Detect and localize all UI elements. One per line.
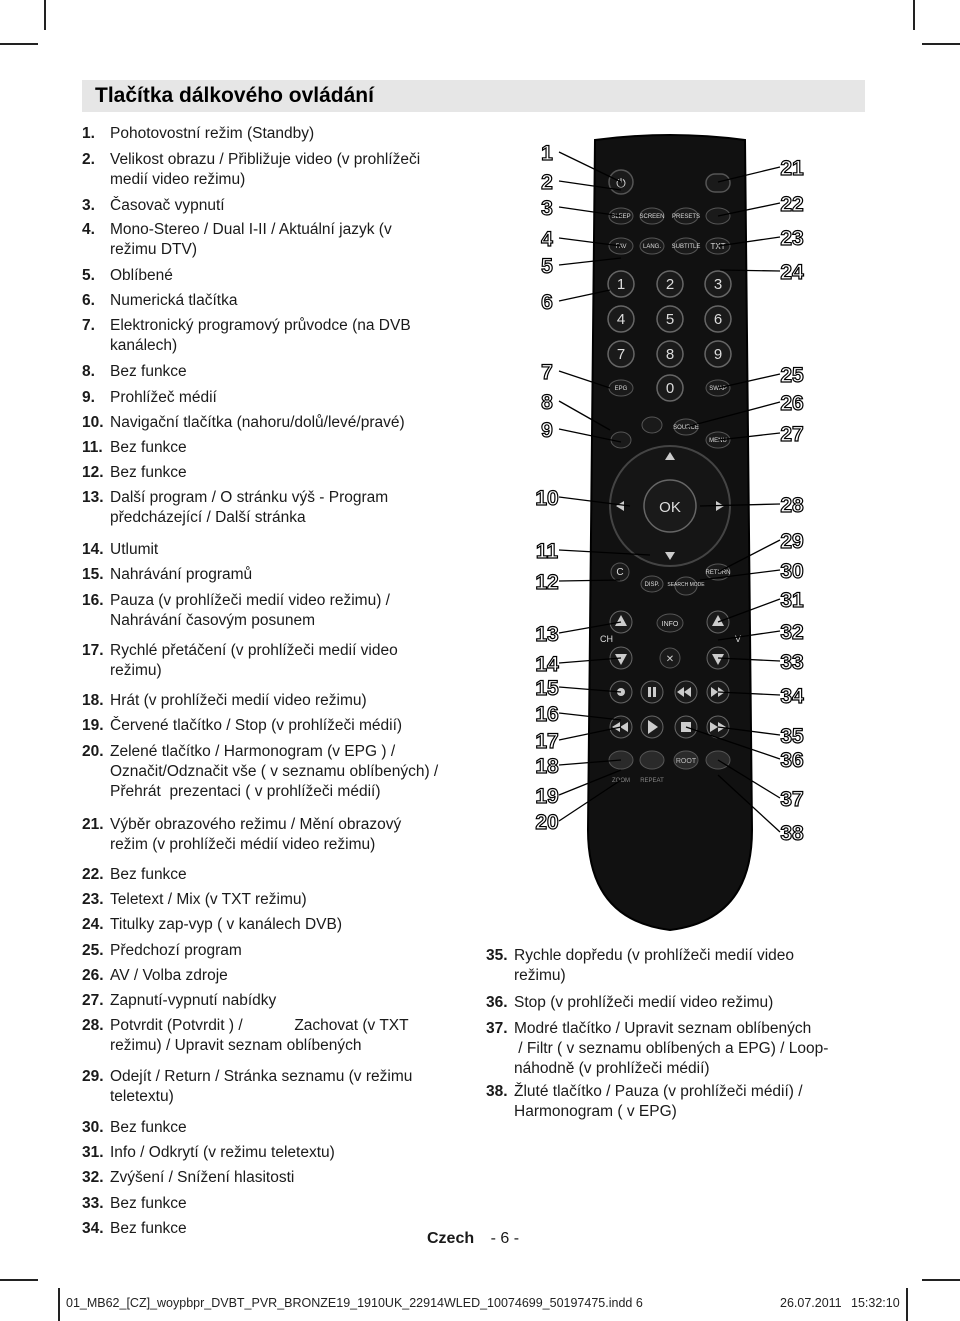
item-text: Pauza (v prohlížeči medií video režimu) / Nahrávání časovým posunem [110,592,390,629]
item-number: 32. [82,1169,104,1186]
item-number: 24. [82,916,104,933]
item-number: 38. [486,1083,508,1100]
callout-number: 16 [535,703,559,726]
callout-number: 5 [541,255,553,278]
item-number: 27. [82,992,104,1009]
item-text: AV / Volba zdroje [110,967,228,984]
item-text: Utlumit [110,541,159,558]
item-text: Navigační tlačítka (nahoru/dolů/levé/pravé) [110,414,405,431]
item-number: 21. [82,816,104,833]
slug-date: 26.07.2011 [780,1296,842,1310]
item-text: Elektronický programový průvodce (na DVB kanálech) [110,317,411,354]
callout-number: 2 [541,171,553,194]
digit-label: 7 [616,346,626,363]
item-text: Výběr obrazového režimu / Mění obrazový režim (v prohlížeči médií video režimu) [110,816,402,853]
digit-label: 4 [616,311,626,328]
item-number: 18. [82,692,104,709]
remote-label-presets[interactable]: PRESETS [671,214,701,220]
item-number: 19. [82,717,104,734]
item-text: Nahrávání programů [110,566,253,583]
callout-number: 35 [780,725,804,748]
remote-label-root[interactable]: ROOT [675,758,697,765]
item-number: 8. [82,363,95,380]
callout-number: 8 [541,391,553,414]
item-number: 25. [82,942,104,959]
page-footer [427,1230,519,1248]
item-number: 12. [82,464,104,481]
callout-number: 15 [535,677,559,700]
remote-label-epg[interactable]: EPG [614,386,628,392]
callout-number: 21 [780,157,804,180]
page-title: Tlačítka dálkového ovládání [95,84,374,107]
digit-label: 1 [616,276,626,293]
item-text: Velikost obrazu / Přibližuje video (v prohlížeči medií video režimu) [110,151,421,188]
item-text: Numerická tlačítka [110,292,238,309]
item-text: Zapnutí-vypnutí nabídky [110,992,277,1009]
item-number: 28. [82,1017,104,1034]
item-number: 36. [486,994,508,1011]
callout-number: 36 [780,749,804,772]
remote-label-screen[interactable]: SCREEN [639,214,665,220]
footer-page-number: - 6 - [490,1230,520,1247]
remote-label-txt[interactable]: TXT [710,242,726,251]
callout-number: 37 [780,788,804,811]
item-number: 33. [82,1195,104,1212]
item-text: Potvrdit (Potvrdit ) / Zachovat (v TXT režimu) / Upravit seznam oblíbených [110,1017,409,1054]
item-number: 34. [82,1220,104,1237]
item-number: 2. [82,151,95,168]
item-number: 29. [82,1068,104,1085]
remote-label-info[interactable]: INFO [661,621,679,628]
digit-label: 5 [665,311,675,328]
item-text: Časovač vypnutí [110,197,225,214]
slug-divider [906,1288,908,1321]
item-number: 7. [82,317,95,334]
crop-mark [922,43,960,45]
item-number: 31. [82,1144,104,1161]
remote-label-ch[interactable]: CH [600,634,613,644]
item-number: 9. [82,389,95,406]
item-number: 11. [82,439,103,456]
item-number: 3. [82,197,95,214]
item-text: Titulky zap-vyp ( v kanálech DVB) [110,916,343,933]
item-number: 30. [82,1119,104,1136]
item-text: Bez funkce [110,1195,187,1212]
callout-number: 24 [780,261,804,284]
remote-label-zoom[interactable]: ZOOM [612,778,630,784]
item-number: 5. [82,267,95,284]
remote-label-disp[interactable]: DISP. [644,582,660,588]
item-number: 23. [82,891,104,908]
callout-number: 28 [780,494,804,517]
item-number: 17. [82,642,104,659]
callout-number: 26 [780,392,804,415]
callout-number: 19 [535,785,559,808]
item-number: 22. [82,866,104,883]
item-text: Bez funkce [110,464,187,481]
title-bar [82,80,865,112]
callout-number: 11 [535,540,559,563]
item-text: Zvýšení / Snížení hlasitosti [110,1169,295,1186]
remote-illustration [520,130,820,945]
remote-label-sleep[interactable]: SLEEP [611,214,631,220]
item-number: 16. [82,592,104,609]
crop-mark [44,0,46,30]
item-text: Info / Odkrytí (v režimu teletextu) [110,1144,335,1161]
remote-label-ret[interactable]: RETURN [705,570,731,576]
item-text: Modré tlačítko / Upravit seznam oblíbených / Filtr ( v seznamu oblíbených a EPG) / Loop- náhodně (v prohlížeči médií) [514,1020,829,1077]
callout-number: 29 [780,530,804,553]
callout-number: 23 [780,227,804,250]
item-text: Hrát (v prohlížeči medií video režimu) [110,692,367,709]
item-number: 14. [82,541,104,558]
item-text: Předchozí program [110,942,242,959]
item-text: Stop (v prohlížeči medií video režimu) [514,994,774,1011]
callout-number: 22 [780,193,804,216]
item-text: Pohotovostní režim (Standby) [110,125,315,142]
svg-text:✕: ✕ [665,654,675,665]
item-text: Další program / O stránku výš - Program předcházející / Další stránka [110,489,389,526]
callout-number: 32 [780,621,804,644]
item-text: Bez funkce [110,439,187,456]
callout-number: 20 [535,811,559,834]
item-number: 37. [486,1020,508,1037]
item-number: 1. [82,125,95,142]
remote-label-source[interactable]: SOURCE [673,425,699,431]
digit-label: 2 [665,276,675,293]
callout-number: 13 [535,623,559,646]
remote-label-menu[interactable]: MENU [709,438,727,444]
item-text: Zelené tlačítko / Harmonogram (v EPG ) / Označit/Odznačit vše ( v seznamu oblíbených) / Přehrát prezentaci ( v prohlížeči médií) [110,743,439,800]
remote-label-c[interactable]: C [616,567,624,578]
callout-number: 10 [535,487,559,510]
callout-number: 9 [541,419,553,442]
digit-label: 3 [713,276,723,293]
item-text: Prohlížeč médií [110,389,217,406]
callout-number: 3 [541,197,553,220]
item-number: 10. [82,414,104,431]
callout-number: 33 [780,651,804,674]
left-column-list [82,124,482,1237]
digit-label: 0 [665,380,675,397]
remote-label-fav[interactable]: FAV [615,244,627,250]
callout-number: 27 [780,423,804,446]
item-text: Červené tlačítko / Stop (v prohlížeči médií) [110,717,403,734]
callout-number: 12 [535,571,559,594]
callout-number: 31 [780,589,804,612]
item-number: 4. [82,221,95,238]
item-text: Bez funkce [110,363,187,380]
item-text: Mono-Stereo / Dual I-II / Aktuální jazyk (v režimu DTV) [110,221,392,258]
item-text: Rychlé přetáčení (v prohlížeči medií video režimu) [110,642,398,679]
callout-number: 6 [541,291,553,314]
item-text: Odejít / Return / Stránka seznamu (v režimu teletextu) [110,1068,413,1105]
item-text: Oblíbené [110,267,173,284]
callout-number: 30 [780,560,804,583]
callout-number: 17 [535,730,559,753]
svg-text:⏻: ⏻ [616,176,626,190]
item-number: 26. [82,967,104,984]
item-text: Teletext / Mix (v TXT režimu) [110,891,307,908]
item-number: 35. [486,947,508,964]
remote-label-swap[interactable]: SWAP [709,386,727,392]
slug-divider [58,1288,60,1321]
slug-time: 15:32:10 [851,1296,900,1310]
digit-label: 9 [713,346,723,363]
remote-label-subtitle[interactable]: SUBTITLE [671,244,701,250]
item-number: 13. [82,489,104,506]
callout-number: 4 [541,228,553,251]
item-number: 6. [82,292,95,309]
callout-number: 14 [535,653,559,676]
remote-label-v[interactable]: V [735,634,742,644]
footer-language: Czech [427,1230,475,1247]
crop-mark [0,1279,38,1281]
item-text: Bez funkce [110,1220,187,1237]
item-text: Žluté tlačítko / Pauza (v prohlížeči médií) / Harmonogram ( v EPG) [514,1083,803,1120]
callout-number: 25 [780,364,804,387]
remote-label-lang[interactable]: LANG. [642,244,662,250]
item-number: 20. [82,743,104,760]
crop-mark [922,1279,960,1281]
callout-number: 1 [541,142,553,165]
digit-label: 8 [665,346,675,363]
item-number: 15. [82,566,104,583]
remote-svg [520,130,820,940]
callout-number: 34 [780,685,804,708]
remote-label-repeat[interactable]: REPEAT [640,778,664,784]
crop-mark [0,43,38,45]
item-text: Bez funkce [110,866,187,883]
callout-number: 18 [535,755,559,778]
callout-number: 7 [541,361,553,384]
item-text: Rychle dopředu (v prohlížeči medií video režimu) [514,947,794,984]
remote-label-ok[interactable]: OK [659,499,681,516]
svg-text:SEARCH MODE[interactable]: SEARCH MODE [667,582,705,588]
digit-label: 6 [713,311,723,328]
right-column-list [486,946,866,1146]
callout-number: 38 [780,822,804,845]
slug-filename: 01_MB62_[CZ]_woypbpr_DVBT_PVR_BRONZE19_1910UK_22914WLED_10074699_50197475.indd 6 [66,1296,643,1310]
crop-mark [913,0,915,30]
item-text: Bez funkce [110,1119,187,1136]
